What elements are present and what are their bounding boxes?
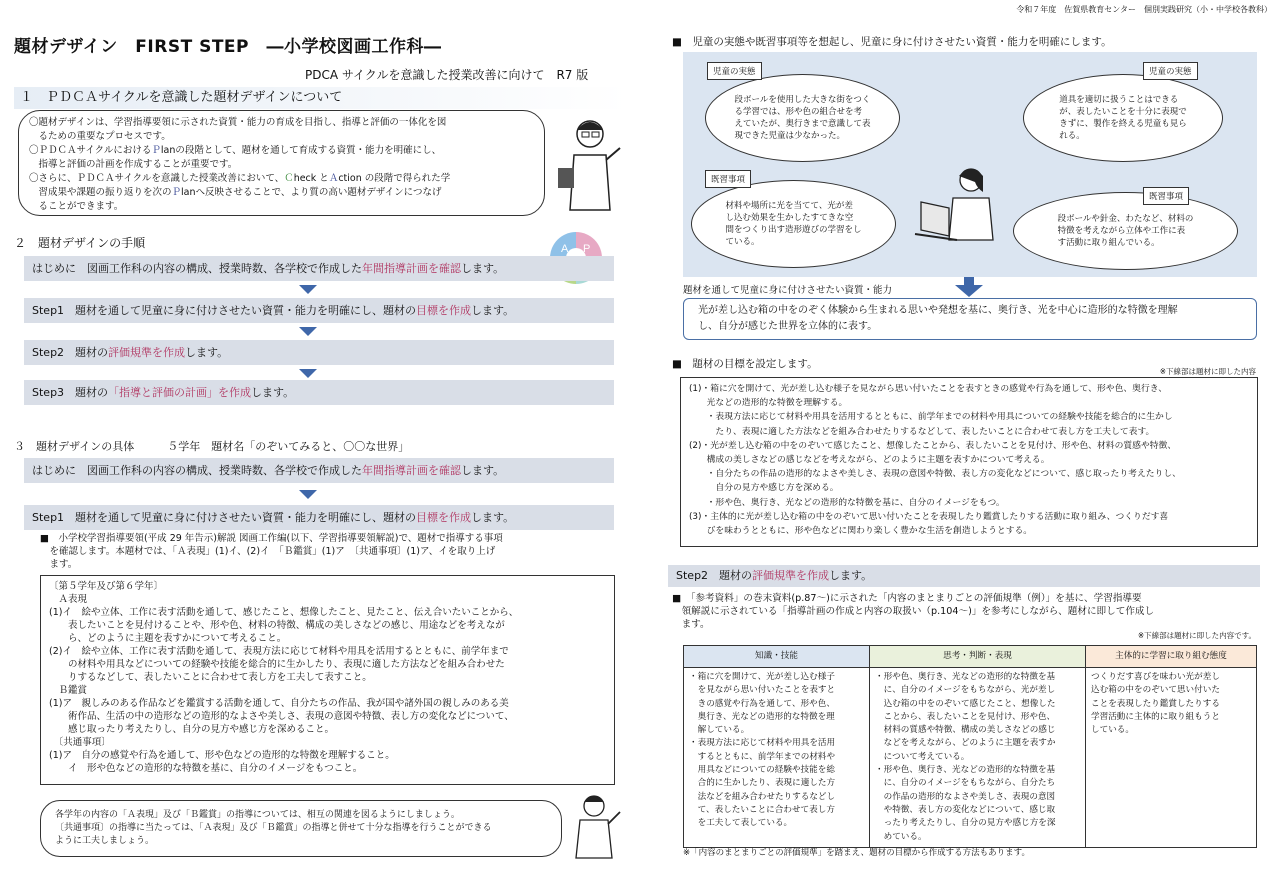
footnote: ※「内容のまとまりごとの評価規準」を踏まえ、題材の目標から作成する方法もあります。 <box>683 848 1030 858</box>
thought-scene <box>683 52 1257 277</box>
thought-cloud-4: 段ボールや針金、わたなど、材料の 特徴を考えながら立体や工作に表 す活動に取り組んでいる。 <box>1013 192 1238 270</box>
step-bar-step1: Step1 題材を通して児童に身に付けさせたい資質・能力を明確にし、題材の目標を作成します。 <box>24 298 614 323</box>
content-line: (2)イ 絵や立体、工作に表す活動を通して、表現方法に応じて材料や用具を活用するとともに、前学年まで <box>49 646 509 657</box>
evaluation-criteria-table <box>683 645 1257 848</box>
table-header: 知識・技能 <box>684 646 870 668</box>
content-line: 術作品、生活の中の造形などの造形的なよさや美しさ、表現の意図や特徴、表し方の変化などについて、 <box>49 711 514 722</box>
tag-prior-learning-2: 既習事項 <box>1143 187 1189 205</box>
intro-line: 〇さらに、ＰＤＣＡサイクルを意識した授業改善において、Ｃheck とＡction の段階で得られた学 <box>29 173 451 184</box>
tag-prior-learning-1: 既習事項 <box>705 170 751 188</box>
down-arrow-icon <box>299 369 317 378</box>
content-line: (1)ア 親しみのある作品などを鑑賞する活動を通して、自分たちの作品、我が国や諸外国の親しみのある美 <box>49 698 509 709</box>
reference-text: ■ 「参考資料」の巻末資料(p.87～)に示された「内容のまとまりごとの評価規準（例）」を基に、学習指導要 領解説に示されている「指導計画の作成と内容の取扱い（p.104～)」を参考にしながら、題材に即して作成し ます。 <box>672 593 1155 630</box>
intro-line: 習成果や課題の振り返りを次のＰlanへ反映させることで、より質の高い題材デザインにつなげ <box>29 187 442 198</box>
ability-caption: 題材を通して児童に身に付けさせたい資質・能力 <box>683 285 893 296</box>
svg-text:A: A <box>561 243 569 255</box>
down-arrow-icon <box>955 277 983 297</box>
step-bar-step2-right: Step2 題材の評価規準を作成します。 <box>668 565 1260 587</box>
goals-box <box>680 377 1258 547</box>
intro-line: 指導と評価の計画を作成することが重要です。 <box>29 159 238 170</box>
underline-note-1: ※下線部は題材に即した内容 <box>1159 367 1256 376</box>
goal-line: (2)・光が差し込む箱の中をのぞいて感じたこと、想像したことから、表したいことを見付け、形や色、材料の質感や特徴、 <box>689 440 1177 451</box>
tag-child-status-1: 児童の実態 <box>707 62 762 80</box>
content-line: 〔共通事項〕 <box>49 737 111 748</box>
content-line: の材料や用具などについての経験や技能を総合的に生かしたり、表現に適した方法などを組み合わせた <box>49 659 505 670</box>
table-header: 思考・判断・表現 <box>870 646 1086 668</box>
content-line: 感じ取ったり考えたりし、自分の見方や感じ方を深めること。 <box>49 724 335 735</box>
intro-line: 〇題材デザインは、学習指導要領に示された資質・能力の育成を目指し、指導と評価の一体化を図 <box>29 117 447 128</box>
goal-line: ・形や色、奥行き、光などの造形的な特徴を基に、自分のイメージをもつ。 <box>689 497 1005 508</box>
goal-line: たり、表現に適した方法などを組み合わせたりするなどして、表したいことに合わせて表し方を工夫して表す。 <box>689 426 1155 437</box>
teacher-laptop-icon <box>913 162 1003 242</box>
content-line: Ｂ鑑賞 <box>49 685 88 696</box>
step-bar-step1-2: Step1 題材を通して児童に身に付けさせたい資質・能力を明確にし、題材の目標を作成します。 <box>24 505 614 530</box>
table-header: 主体的に学習に取り組む態度 <box>1086 646 1257 668</box>
content-line: イ 形や色などの造形的な特徴を基に、自分のイメージをもつこと。 <box>49 763 363 774</box>
intro-speech-bubble <box>18 110 545 216</box>
content-line: りするなどして、表したいことに合わせて表し方を工夫して表すこと。 <box>49 672 372 683</box>
down-arrow-icon <box>299 327 317 336</box>
thought-cloud-2: 道具を適切に扱うことはできる が、表したいことを十分に表現で きずに、製作を終える児童も見ら れる。 <box>1023 74 1223 162</box>
goal-line: 構成の美しさなどの感じなどを考えながら、どのように主題を表すかについて考える。 <box>689 455 1050 466</box>
goal-line: (3)・主体的に光が差し込む箱の中をのぞいて思い付いたことを表現したり鑑賞したりする活動に取り組み、つくりだす喜 <box>689 511 1169 522</box>
page-title: 題材デザイン FIRST STEP ―小学校図画工作科― <box>14 37 442 57</box>
step-bar-intro: はじめに 図画工作科の内容の構成、授業時数、各学校で作成した年間指導計画を確認します。 <box>24 256 614 281</box>
content-line: (1)イ 絵や立体、工作に表す活動を通して、感じたこと、想像したこと、見たこと、伝え合いたいことから、 <box>49 607 519 618</box>
goal-line: 光などの造形的な特徴を理解する。 <box>689 398 848 409</box>
content-line: 表したいことを見付けることや、形や色、材料の特徴、構成の美しさなどの感じ、用途などを考えなが <box>49 620 505 631</box>
thought-cloud-1: 段ボールを使用した大きな街をつく る学習では、形や色の組合せを考 えていたが、奥行きまで意識して表 現できた児童は少なかった。 <box>705 74 900 162</box>
goal-line: (1)・箱に穴を開けて、光が差し込む様子を見ながら思い付いたことを表すときの感覚や行為を通して、形や色、奥行き、 <box>689 384 1167 394</box>
advice-speech-bubble: 各学年の内容の「Ａ表現」及び「Ｂ鑑賞」の指導については、相互の関連を図るようにしましょう。 〔共通事項〕の指導に当たっては、「Ａ表現」及び「Ｂ鑑賞」の指導と併せて十分な指導を行うことができる ように工夫しましょう。 <box>40 800 562 857</box>
thought-cloud-3: 材料や場所に光を当てて、光が差 し込む効果を生かしたすてきな空 間をつくり出す造形遊びの学習をし ている。 <box>691 180 896 268</box>
content-line: (1)ア 自分の感覚や行為を通して、形や色などの造形的な特徴を理解すること。 <box>49 750 395 761</box>
goal-line: ・自分たちの作品の造形的なよさや美しさ、表現の意図や特徴、表し方の変化などについて、感じ取ったり考えたりし、 <box>689 469 1181 480</box>
svg-text:P: P <box>583 243 591 255</box>
tag-child-status-2: 児童の実態 <box>1143 62 1198 80</box>
ability-box: 光が差し込む箱の中をのぞく体験から生まれる思いや発想を基に、奥行き、光を中心に造形的な特徴を理解 し、自分が感じた世界を立体的に表す。 <box>683 298 1257 340</box>
content-line: 〔第５学年及び第６学年〕 <box>49 581 164 592</box>
teacher-illustration-icon <box>552 110 627 218</box>
table-cell: ・箱に穴を開けて、光が差し込む様子 を見ながら思い付いたことを表すと きの感覚や行為を通して、形や色、 奥行き、光などの造形的な特徴を理 解している。 ・表現方法に応じて材料や用具を活用 するとともに、前学年までの材料や 用具などについての経験や技能を総 合的に生かしたり、表現に適した方 法などを組み合わせたりするなどし て、表したいことに合わせて表し方 を工夫して表している。 <box>684 668 870 848</box>
right-heading-1: ■ 児童の実態や既習事項等を想起し、児童に身に付けさせたい資質・能力を明確にします。 <box>672 36 1112 48</box>
table-cell: つくりだす喜びを味わい光が差し 込む箱の中をのぞいて思い付いた ことを表現したり鑑賞したりする 学習活動に主体的に取り組もうと している。 <box>1086 668 1257 848</box>
guide-text: ■ 小学校学習指導要領(平成 29 年告示)解説 図画工作編(以下、学習指導要領解説)で、題材で指導する事項 を確認します。本題材では、「Ａ表現」(1)イ、(2)イ 「Ｂ鑑賞」(1)ア 〔共通事項〕(1)ア、イを取り上げ ます。 <box>40 533 503 570</box>
intro-line: るための重要なプロセスです。 <box>29 131 171 142</box>
goal-line: 自分の見方や感じ方を深める。 <box>689 483 839 494</box>
intro-line: ることができます。 <box>29 201 124 212</box>
step-bar-step3: Step3 題材の「指導と評価の計画」を作成します。 <box>24 380 614 405</box>
goal-line: びを味わうとともに、形や色などに関わり楽しく豊かな生活を創造しようとする。 <box>689 526 1033 537</box>
teacher-small-illustration-icon <box>564 790 624 860</box>
curriculum-content-box <box>40 575 615 785</box>
section-1-heading: １ ＰＤＣＡサイクルを意識した題材デザインについて <box>14 87 628 109</box>
down-arrow-icon <box>299 490 317 499</box>
table-cell: ・形や色、奥行き、光などの造形的な特徴を基 に、自分のイメージをもちながら、光が差し 込む箱の中をのぞいて感じたこと、想像した ことから、表したいことを見付け、形や色、 材料の質感や特徴、構成の美しさなどの感じ などを考えながら、どのように主題を表すか について考えている。 ・形や色、奥行き、光などの造形的な特徴を基 に、自分のイメージをもちながら、自分たち の作品の造形的なよさや美しさ、表現の意図 や特徴、表し方の変化などについて、感じ取 ったり考えたりし、自分の見方や感じ方を深 めている。 <box>870 668 1086 848</box>
content-line: ら、どのように主題を表すかについて考えること。 <box>49 633 287 644</box>
section-3-heading: ３ 題材デザインの具体 ５学年 題材名「のぞいてみると、〇〇な世界」 <box>14 440 410 453</box>
step-bar-step2: Step2 題材の評価規準を作成します。 <box>24 340 614 365</box>
underline-note-2: ※下線部は題材に即した内容です。 <box>1137 631 1256 640</box>
goal-line: ・表現方法に応じて材料や用具を活用するとともに、前学年までの材料や用具についての経験や技能を総合的に生かし <box>689 412 1173 423</box>
intro-line: 〇ＰＤＣＡサイクルにおけるＰlanの段階として、題材を通して育成する資質・能力を明確にし、 <box>29 145 442 156</box>
right-heading-2: ■ 題材の目標を設定します。 <box>672 358 818 370</box>
header-right: 令和７年度 佐賀県教育センター 個別実践研究（小・中学校各教科） <box>1016 5 1272 14</box>
down-arrow-icon <box>299 285 317 294</box>
content-line: Ａ表現 <box>49 594 88 605</box>
section-2-heading: ２ 題材デザインの手順 <box>14 236 146 250</box>
page-subtitle: PDCA サイクルを意識した授業改善に向けて R7 版 <box>305 68 589 82</box>
step-bar-intro-2: はじめに 図画工作科の内容の構成、授業時数、各学校で作成した年間指導計画を確認します。 <box>24 458 614 483</box>
